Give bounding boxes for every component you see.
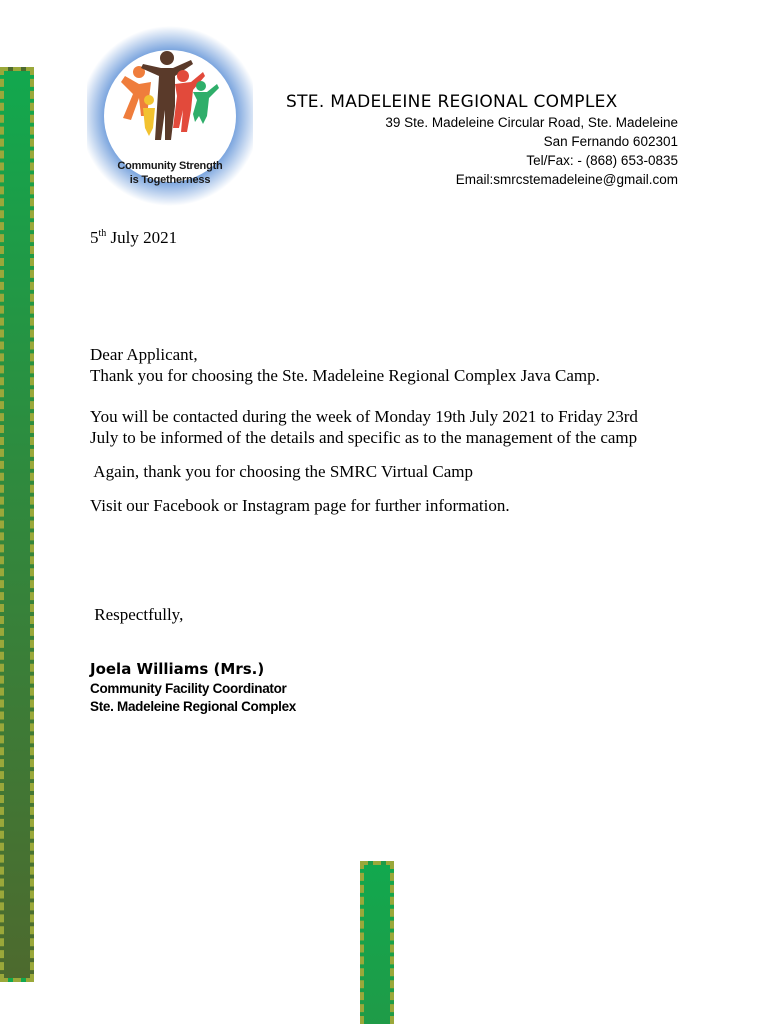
contact-paragraph-line1: You will be contacted during the week of Monday 19th July 2021 to Friday 23rd (90, 407, 638, 426)
letter-date (90, 228, 177, 248)
salutation: Dear Applicant, (90, 345, 198, 364)
date-day: 5 (90, 228, 99, 247)
signatory-title: Community Facility Coordinator (90, 681, 287, 696)
thanks-again-paragraph: Again, thank you for choosing the SMRC Virtual Camp (90, 462, 474, 481)
date-rest: July 2021 (106, 228, 178, 247)
logo-caption (87, 159, 253, 187)
social-media-paragraph: Visit our Facebook or Instagram page for further information. (90, 496, 510, 515)
logo-caption-line2: is Togetherness (129, 174, 211, 186)
closing: Respectfully, (90, 605, 184, 624)
phone-number: Tel/Fax: - (868) 653-0835 (526, 153, 678, 168)
email-address: Email:smrcstemadeleine@gmail.com (455, 172, 678, 187)
address-line-1: 39 Ste. Madeleine Circular Road, Ste. Madeleine (385, 115, 678, 130)
bottom-decorative-bar (360, 861, 394, 1024)
signatory-organization: Ste. Madeleine Regional Complex (90, 699, 297, 714)
thank-you-line: Thank you for choosing the Ste. Madeleine Regional Complex Java Camp. (90, 366, 600, 385)
organization-logo (87, 24, 253, 208)
left-decorative-bar (0, 67, 34, 982)
date-suffix: th (98, 228, 107, 239)
logo-caption-line1: Community Strength (117, 160, 223, 172)
signatory-name: Joela Williams (Mrs.) (90, 660, 265, 678)
organization-name: STE. MADELEINE REGIONAL COMPLEX (286, 92, 618, 112)
address-line-2: San Fernando 602301 (543, 134, 678, 149)
contact-paragraph-line2: July to be informed of the details and specific as to the management of the camp (90, 428, 638, 447)
